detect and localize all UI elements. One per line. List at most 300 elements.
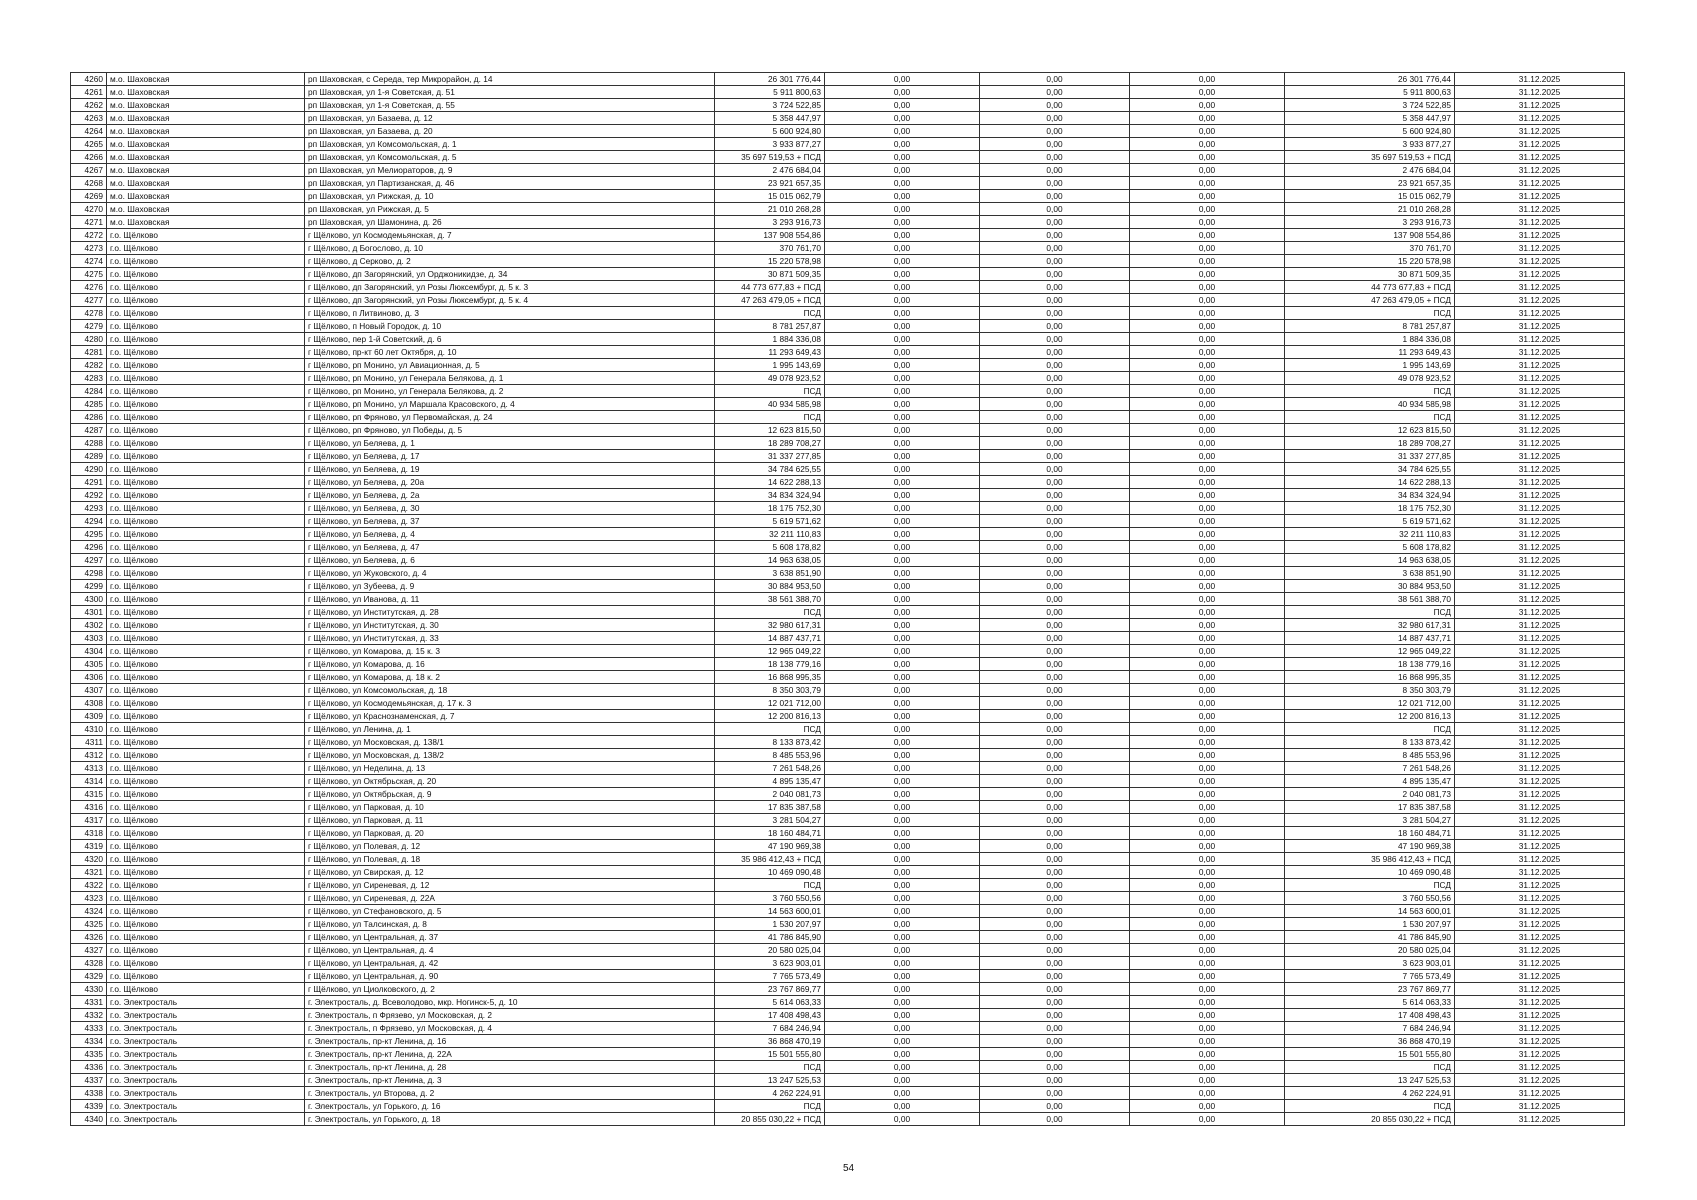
total-cell: ПСД (1285, 879, 1455, 892)
address-cell: г Щёлково, ул Беляева, д. 37 (305, 515, 715, 528)
amount-cell: 0,00 (825, 632, 980, 645)
cost-cell: 4 262 224,91 (715, 1087, 825, 1100)
deadline-cell: 31.12.2025 (1455, 905, 1625, 918)
row-number-cell: 4295 (71, 528, 107, 541)
amount-cell: 0,00 (980, 476, 1130, 489)
municipality-cell: г.о. Щёлково (107, 957, 305, 970)
amount-cell: 0,00 (1130, 606, 1285, 619)
cost-cell: 40 934 585,98 (715, 398, 825, 411)
amount-cell: 0,00 (1130, 1061, 1285, 1074)
cost-cell: 5 608 178,82 (715, 541, 825, 554)
amount-cell: 0,00 (980, 190, 1130, 203)
amount-cell: 0,00 (980, 580, 1130, 593)
amount-cell: 0,00 (1130, 931, 1285, 944)
amount-cell: 0,00 (1130, 450, 1285, 463)
address-cell: г. Электросталь, ул Второва, д. 2 (305, 1087, 715, 1100)
row-number-cell: 4279 (71, 320, 107, 333)
amount-cell: 0,00 (980, 333, 1130, 346)
amount-cell: 0,00 (1130, 749, 1285, 762)
amount-cell: 0,00 (1130, 684, 1285, 697)
amount-cell: 0,00 (825, 138, 980, 151)
amount-cell: 0,00 (1130, 1113, 1285, 1126)
amount-cell: 0,00 (825, 450, 980, 463)
total-cell: 5 600 924,80 (1285, 125, 1455, 138)
amount-cell: 0,00 (1130, 1048, 1285, 1061)
amount-cell: 0,00 (1130, 1087, 1285, 1100)
table-row (71, 749, 1625, 762)
total-cell: ПСД (1285, 1061, 1455, 1074)
table-row (71, 1087, 1625, 1100)
amount-cell: 0,00 (1130, 541, 1285, 554)
cost-cell: 12 623 815,50 (715, 424, 825, 437)
address-cell: рп Шаховская, ул Шамонина, д. 26 (305, 216, 715, 229)
amount-cell: 0,00 (1130, 528, 1285, 541)
row-number-cell: 4275 (71, 268, 107, 281)
deadline-cell: 31.12.2025 (1455, 164, 1625, 177)
amount-cell: 0,00 (825, 762, 980, 775)
amount-cell: 0,00 (980, 346, 1130, 359)
amount-cell: 0,00 (1130, 554, 1285, 567)
table-row (71, 645, 1625, 658)
municipality-cell: г.о. Щёлково (107, 385, 305, 398)
address-cell: г Щёлково, дп Загорянский, ул Розы Люксембург, д. 5 к. 3 (305, 281, 715, 294)
amount-cell: 0,00 (825, 203, 980, 216)
deadline-cell: 31.12.2025 (1455, 892, 1625, 905)
amount-cell: 0,00 (980, 749, 1130, 762)
deadline-cell: 31.12.2025 (1455, 99, 1625, 112)
cost-cell: 2 476 684,04 (715, 164, 825, 177)
table-row (71, 892, 1625, 905)
table-row (71, 255, 1625, 268)
deadline-cell: 31.12.2025 (1455, 684, 1625, 697)
municipality-cell: г.о. Щёлково (107, 255, 305, 268)
amount-cell: 0,00 (980, 359, 1130, 372)
municipality-cell: г.о. Щёлково (107, 411, 305, 424)
municipality-cell: г.о. Щёлково (107, 502, 305, 515)
row-number-cell: 4314 (71, 775, 107, 788)
row-number-cell: 4296 (71, 541, 107, 554)
row-number-cell: 4310 (71, 723, 107, 736)
cost-cell: 3 724 522,85 (715, 99, 825, 112)
amount-cell: 0,00 (980, 762, 1130, 775)
amount-cell: 0,00 (825, 840, 980, 853)
amount-cell: 0,00 (825, 359, 980, 372)
cost-cell: 12 021 712,00 (715, 697, 825, 710)
row-number-cell: 4316 (71, 801, 107, 814)
table-row (71, 814, 1625, 827)
amount-cell: 0,00 (825, 866, 980, 879)
amount-cell: 0,00 (980, 606, 1130, 619)
row-number-cell: 4293 (71, 502, 107, 515)
municipality-cell: г.о. Щёлково (107, 632, 305, 645)
total-cell: 20 855 030,22 + ПСД (1285, 1113, 1455, 1126)
amount-cell: 0,00 (1130, 632, 1285, 645)
amount-cell: 0,00 (1130, 827, 1285, 840)
address-cell: г Щёлково, ул Беляева, д. 17 (305, 450, 715, 463)
amount-cell: 0,00 (980, 164, 1130, 177)
row-number-cell: 4287 (71, 424, 107, 437)
amount-cell: 0,00 (980, 86, 1130, 99)
deadline-cell: 31.12.2025 (1455, 151, 1625, 164)
row-number-cell: 4284 (71, 385, 107, 398)
municipality-cell: г.о. Щёлково (107, 944, 305, 957)
amount-cell: 0,00 (825, 593, 980, 606)
cost-cell: ПСД (715, 1061, 825, 1074)
amount-cell: 0,00 (1130, 970, 1285, 983)
total-cell: 44 773 677,83 + ПСД (1285, 281, 1455, 294)
table-row (71, 1035, 1625, 1048)
row-number-cell: 4307 (71, 684, 107, 697)
amount-cell: 0,00 (980, 125, 1130, 138)
amount-cell: 0,00 (980, 944, 1130, 957)
cost-cell: 21 010 268,28 (715, 203, 825, 216)
table-row (71, 164, 1625, 177)
table-row (71, 606, 1625, 619)
table-row (71, 931, 1625, 944)
deadline-cell: 31.12.2025 (1455, 658, 1625, 671)
total-cell: 2 476 684,04 (1285, 164, 1455, 177)
table-row (71, 554, 1625, 567)
table-row (71, 541, 1625, 554)
address-cell: г Щёлково, ул Парковая, д. 10 (305, 801, 715, 814)
deadline-cell: 31.12.2025 (1455, 580, 1625, 593)
cost-cell: 35 986 412,43 + ПСД (715, 853, 825, 866)
amount-cell: 0,00 (1130, 346, 1285, 359)
amount-cell: 0,00 (1130, 203, 1285, 216)
deadline-cell: 31.12.2025 (1455, 606, 1625, 619)
amount-cell: 0,00 (825, 99, 980, 112)
total-cell: 35 986 412,43 + ПСД (1285, 853, 1455, 866)
cost-cell: 8 485 553,96 (715, 749, 825, 762)
row-number-cell: 4311 (71, 736, 107, 749)
deadline-cell: 31.12.2025 (1455, 944, 1625, 957)
municipality-cell: г.о. Щёлково (107, 671, 305, 684)
amount-cell: 0,00 (825, 346, 980, 359)
deadline-cell: 31.12.2025 (1455, 346, 1625, 359)
table-row (71, 151, 1625, 164)
deadline-cell: 31.12.2025 (1455, 983, 1625, 996)
amount-cell: 0,00 (980, 112, 1130, 125)
cost-cell: 8 133 873,42 (715, 736, 825, 749)
row-number-cell: 4301 (71, 606, 107, 619)
amount-cell: 0,00 (825, 1061, 980, 1074)
address-cell: г Щёлково, ул Центральная, д. 90 (305, 970, 715, 983)
address-cell: г Щёлково, ул Октябрьская, д. 20 (305, 775, 715, 788)
cost-cell: 1 530 207,97 (715, 918, 825, 931)
municipality-cell: м.о. Шаховская (107, 138, 305, 151)
table-row (71, 73, 1625, 86)
amount-cell: 0,00 (980, 801, 1130, 814)
table-row (71, 567, 1625, 580)
address-cell: г Щёлково, ул Комсомольская, д. 18 (305, 684, 715, 697)
municipality-cell: г.о. Щёлково (107, 463, 305, 476)
row-number-cell: 4288 (71, 437, 107, 450)
address-cell: г Щёлково, ул Октябрьская, д. 9 (305, 788, 715, 801)
table-row (71, 398, 1625, 411)
amount-cell: 0,00 (980, 216, 1130, 229)
deadline-cell: 31.12.2025 (1455, 996, 1625, 1009)
deadline-cell: 31.12.2025 (1455, 1061, 1625, 1074)
row-number-cell: 4328 (71, 957, 107, 970)
amount-cell: 0,00 (825, 1074, 980, 1087)
row-number-cell: 4285 (71, 398, 107, 411)
deadline-cell: 31.12.2025 (1455, 671, 1625, 684)
amount-cell: 0,00 (825, 918, 980, 931)
total-cell: 3 933 877,27 (1285, 138, 1455, 151)
cost-cell: 7 684 246,94 (715, 1022, 825, 1035)
cost-cell: 18 289 708,27 (715, 437, 825, 450)
total-cell: 40 934 585,98 (1285, 398, 1455, 411)
amount-cell: 0,00 (825, 463, 980, 476)
amount-cell: 0,00 (980, 853, 1130, 866)
address-cell: г Щёлково, ул Сиреневая, д. 12 (305, 879, 715, 892)
amount-cell: 0,00 (1130, 177, 1285, 190)
total-cell: 14 622 288,13 (1285, 476, 1455, 489)
row-number-cell: 4326 (71, 931, 107, 944)
cost-cell: 5 614 063,33 (715, 996, 825, 1009)
address-cell: г Щёлково, ул Стефановского, д. 5 (305, 905, 715, 918)
row-number-cell: 4289 (71, 450, 107, 463)
amount-cell: 0,00 (825, 398, 980, 411)
deadline-cell: 31.12.2025 (1455, 255, 1625, 268)
amount-cell: 0,00 (825, 931, 980, 944)
amount-cell: 0,00 (825, 1035, 980, 1048)
deadline-cell: 31.12.2025 (1455, 1048, 1625, 1061)
municipality-cell: г.о. Щёлково (107, 762, 305, 775)
row-number-cell: 4276 (71, 281, 107, 294)
municipality-cell: г.о. Щёлково (107, 593, 305, 606)
table-row (71, 190, 1625, 203)
address-cell: г Щёлково, ул Комарова, д. 18 к. 2 (305, 671, 715, 684)
amount-cell: 0,00 (980, 411, 1130, 424)
amount-cell: 0,00 (825, 554, 980, 567)
table-row (71, 333, 1625, 346)
municipality-cell: г.о. Щёлково (107, 489, 305, 502)
cost-cell: 5 600 924,80 (715, 125, 825, 138)
row-number-cell: 4260 (71, 73, 107, 86)
municipality-cell: м.о. Шаховская (107, 190, 305, 203)
amount-cell: 0,00 (980, 593, 1130, 606)
amount-cell: 0,00 (825, 255, 980, 268)
address-cell: рп Шаховская, ул 1-я Советская, д. 55 (305, 99, 715, 112)
table-row (71, 229, 1625, 242)
register-table (70, 72, 1625, 1126)
cost-cell: ПСД (715, 385, 825, 398)
amount-cell: 0,00 (980, 138, 1130, 151)
amount-cell: 0,00 (1130, 307, 1285, 320)
deadline-cell: 31.12.2025 (1455, 736, 1625, 749)
deadline-cell: 31.12.2025 (1455, 125, 1625, 138)
total-cell: 32 980 617,31 (1285, 619, 1455, 632)
deadline-cell: 31.12.2025 (1455, 723, 1625, 736)
table-row (71, 125, 1625, 138)
row-number-cell: 4333 (71, 1022, 107, 1035)
amount-cell: 0,00 (825, 801, 980, 814)
cost-cell: 3 638 851,90 (715, 567, 825, 580)
municipality-cell: г.о. Щёлково (107, 229, 305, 242)
deadline-cell: 31.12.2025 (1455, 476, 1625, 489)
amount-cell: 0,00 (825, 944, 980, 957)
deadline-cell: 31.12.2025 (1455, 411, 1625, 424)
address-cell: г Щёлково, ул Неделина, д. 13 (305, 762, 715, 775)
amount-cell: 0,00 (980, 905, 1130, 918)
address-cell: г Щёлково, рп Монино, ул Генерала Белякова, д. 1 (305, 372, 715, 385)
amount-cell: 0,00 (980, 1022, 1130, 1035)
municipality-cell: г.о. Щёлково (107, 346, 305, 359)
total-cell: 12 965 049,22 (1285, 645, 1455, 658)
total-cell: 5 911 800,63 (1285, 86, 1455, 99)
address-cell: г Щёлково, ул Комарова, д. 16 (305, 658, 715, 671)
amount-cell: 0,00 (1130, 1074, 1285, 1087)
address-cell: г Щёлково, ул Краснознаменская, д. 7 (305, 710, 715, 723)
municipality-cell: г.о. Щёлково (107, 281, 305, 294)
deadline-cell: 31.12.2025 (1455, 749, 1625, 762)
cost-cell: 8 781 257,87 (715, 320, 825, 333)
row-number-cell: 4327 (71, 944, 107, 957)
amount-cell: 0,00 (1130, 762, 1285, 775)
total-cell: 7 261 548,26 (1285, 762, 1455, 775)
row-number-cell: 4315 (71, 788, 107, 801)
amount-cell: 0,00 (825, 281, 980, 294)
deadline-cell: 31.12.2025 (1455, 359, 1625, 372)
deadline-cell: 31.12.2025 (1455, 541, 1625, 554)
table-row (71, 918, 1625, 931)
cost-cell: 44 773 677,83 + ПСД (715, 281, 825, 294)
amount-cell: 0,00 (980, 1113, 1130, 1126)
total-cell: ПСД (1285, 411, 1455, 424)
row-number-cell: 4274 (71, 255, 107, 268)
row-number-cell: 4280 (71, 333, 107, 346)
amount-cell: 0,00 (980, 489, 1130, 502)
total-cell: 14 963 638,05 (1285, 554, 1455, 567)
address-cell: г Щёлково, ул Ленина, д. 1 (305, 723, 715, 736)
amount-cell: 0,00 (980, 645, 1130, 658)
deadline-cell: 31.12.2025 (1455, 398, 1625, 411)
municipality-cell: г.о. Щёлково (107, 398, 305, 411)
row-number-cell: 4309 (71, 710, 107, 723)
address-cell: г. Электросталь, п Фрязево, ул Московская, д. 4 (305, 1022, 715, 1035)
cost-cell: 36 868 470,19 (715, 1035, 825, 1048)
deadline-cell: 31.12.2025 (1455, 463, 1625, 476)
deadline-cell: 31.12.2025 (1455, 567, 1625, 580)
amount-cell: 0,00 (980, 463, 1130, 476)
amount-cell: 0,00 (980, 398, 1130, 411)
cost-cell: 47 263 479,05 + ПСД (715, 294, 825, 307)
total-cell: 8 350 303,79 (1285, 684, 1455, 697)
address-cell: г Щёлково, ул Институтская, д. 30 (305, 619, 715, 632)
table-row (71, 99, 1625, 112)
cost-cell: 15 220 578,98 (715, 255, 825, 268)
row-number-cell: 4329 (71, 970, 107, 983)
amount-cell: 0,00 (825, 541, 980, 554)
amount-cell: 0,00 (980, 437, 1130, 450)
table-row (71, 801, 1625, 814)
amount-cell: 0,00 (980, 1009, 1130, 1022)
amount-cell: 0,00 (825, 736, 980, 749)
total-cell: 3 724 522,85 (1285, 99, 1455, 112)
municipality-cell: г.о. Щёлково (107, 359, 305, 372)
address-cell: г Щёлково, пер 1-й Советский, д. 6 (305, 333, 715, 346)
deadline-cell: 31.12.2025 (1455, 320, 1625, 333)
table-row (71, 879, 1625, 892)
amount-cell: 0,00 (1130, 515, 1285, 528)
row-number-cell: 4268 (71, 177, 107, 190)
amount-cell: 0,00 (825, 385, 980, 398)
table-row (71, 281, 1625, 294)
deadline-cell: 31.12.2025 (1455, 840, 1625, 853)
cost-cell: 3 623 903,01 (715, 957, 825, 970)
deadline-cell: 31.12.2025 (1455, 333, 1625, 346)
cost-cell: 3 281 504,27 (715, 814, 825, 827)
table-row (71, 788, 1625, 801)
municipality-cell: г.о. Щёлково (107, 437, 305, 450)
cost-cell: 370 761,70 (715, 242, 825, 255)
row-number-cell: 4263 (71, 112, 107, 125)
amount-cell: 0,00 (980, 1035, 1130, 1048)
cost-cell: ПСД (715, 1100, 825, 1113)
amount-cell: 0,00 (1130, 866, 1285, 879)
amount-cell: 0,00 (1130, 86, 1285, 99)
amount-cell: 0,00 (1130, 918, 1285, 931)
amount-cell: 0,00 (825, 268, 980, 281)
address-cell: рп Шаховская, ул Базаева, д. 20 (305, 125, 715, 138)
amount-cell: 0,00 (1130, 801, 1285, 814)
amount-cell: 0,00 (825, 112, 980, 125)
municipality-cell: г.о. Щёлково (107, 879, 305, 892)
municipality-cell: г.о. Щёлково (107, 554, 305, 567)
table-row (71, 385, 1625, 398)
total-cell: 15 220 578,98 (1285, 255, 1455, 268)
row-number-cell: 4262 (71, 99, 107, 112)
row-number-cell: 4291 (71, 476, 107, 489)
amount-cell: 0,00 (1130, 892, 1285, 905)
row-number-cell: 4337 (71, 1074, 107, 1087)
amount-cell: 0,00 (980, 957, 1130, 970)
row-number-cell: 4265 (71, 138, 107, 151)
row-number-cell: 4331 (71, 996, 107, 1009)
cost-cell: 30 871 509,35 (715, 268, 825, 281)
row-number-cell: 4282 (71, 359, 107, 372)
municipality-cell: г.о. Щёлково (107, 320, 305, 333)
cost-cell: 23 767 869,77 (715, 983, 825, 996)
amount-cell: 0,00 (825, 619, 980, 632)
table-row (71, 437, 1625, 450)
total-cell: 10 469 090,48 (1285, 866, 1455, 879)
municipality-cell: м.о. Шаховская (107, 99, 305, 112)
deadline-cell: 31.12.2025 (1455, 203, 1625, 216)
row-number-cell: 4278 (71, 307, 107, 320)
total-cell: 7 684 246,94 (1285, 1022, 1455, 1035)
municipality-cell: г.о. Щёлково (107, 840, 305, 853)
address-cell: г Щёлково, ул Сиреневая, д. 22А (305, 892, 715, 905)
table-row (71, 827, 1625, 840)
address-cell: рп Шаховская, ул Комсомольская, д. 5 (305, 151, 715, 164)
cost-cell: 3 293 916,73 (715, 216, 825, 229)
amount-cell: 0,00 (980, 99, 1130, 112)
deadline-cell: 31.12.2025 (1455, 593, 1625, 606)
table-row (71, 697, 1625, 710)
row-number-cell: 4338 (71, 1087, 107, 1100)
address-cell: г Щёлково, ул Беляева, д. 20а (305, 476, 715, 489)
deadline-cell: 31.12.2025 (1455, 879, 1625, 892)
amount-cell: 0,00 (825, 827, 980, 840)
municipality-cell: г.о. Щёлково (107, 983, 305, 996)
address-cell: г Щёлково, ул Парковая, д. 20 (305, 827, 715, 840)
municipality-cell: г.о. Щёлково (107, 528, 305, 541)
municipality-cell: г.о. Электросталь (107, 1113, 305, 1126)
cost-cell: 8 350 303,79 (715, 684, 825, 697)
table-row (71, 411, 1625, 424)
